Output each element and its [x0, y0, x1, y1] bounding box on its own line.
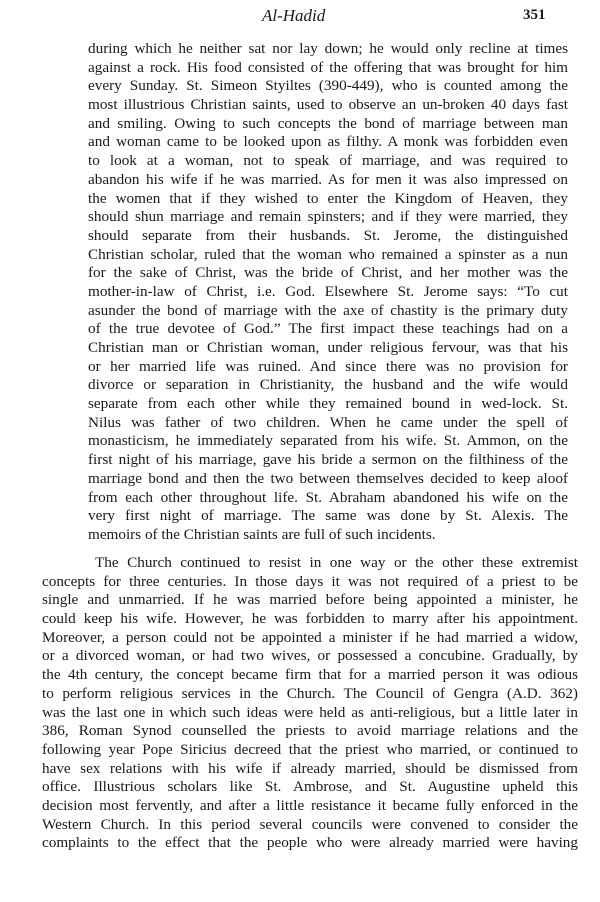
- text-line: divorce or separation in Christianity, the husband and the wife would: [88, 376, 568, 394]
- text-line: have sex relations with his wife if already married, should be dismissed from: [42, 759, 578, 777]
- text-line: to look at a woman, not to speak of marriage, and was required to: [88, 152, 568, 170]
- text-line: every Sunday. St. Simeon Styiltes (390-449), who is counted among the: [88, 77, 568, 95]
- text-line: the 4th century, the concept became firm that for a married person it was odious: [42, 666, 578, 684]
- text-line: monasticism, he immediately separated from his wife. St. Ammon, on the: [88, 432, 568, 450]
- text-line: Moreover, a person could not be appointed a minister if he had married a widow,: [42, 628, 578, 646]
- text-line: office. Illustrious scholars like St. Ambrose, and St. Augustine upheld this: [42, 778, 578, 796]
- text-line: the women that if they wished to enter the Kingdom of Heaven, they: [88, 189, 568, 207]
- text-line: and woman came to be looked upon as filthy. A monk was forbidden even: [88, 133, 568, 151]
- paragraph-1: [88, 40, 568, 545]
- text-line: of the true devotee of God.” The first impact these teachings had on a: [88, 320, 568, 338]
- text-line: abandon his wife if he was married. As for men it was also impressed on: [88, 170, 568, 188]
- text-line: Nilus was father of two children. When he came under the spell of: [88, 413, 568, 431]
- text-line: should shun marriage and remain spinsters; and if they were married, they: [88, 208, 568, 226]
- text-line: or a divorced woman, or had two wives, or possessed a concubine. Gradually, by: [42, 647, 578, 665]
- text-line: should separate from their husbands. St. Jerome, the distinguished: [88, 226, 568, 244]
- text-line: Christian man or Christian woman, under religious fervour, was that his: [88, 339, 568, 356]
- page-number: 351: [523, 7, 546, 23]
- text-line: for the sake of Christ, was the bride of Christ, and her mother was the: [88, 264, 568, 282]
- page-header: [0, 4, 600, 28]
- text-line: during which he neither sat nor lay down; he would only recline at times: [88, 40, 568, 57]
- text-line: decision most fervently, and after a little resistance it became fully enforced in the: [42, 796, 578, 814]
- text-line: following year Pope Siricius decreed that the priest who married, or continued to: [42, 740, 578, 758]
- text-line: most illustrious Christian saints, used to observe an un-broken 40 days fast: [88, 96, 568, 114]
- text-line: mother-in-law of Christ, i.e. God. Elsewhere St. Jerome says: “To cut: [88, 282, 568, 300]
- text-line: Christian scholar, ruled that the woman who remained a spinster as a nun: [88, 245, 568, 263]
- text-line: or her married life was ruined. And since there was no provision for: [88, 357, 568, 375]
- text-line: asunder the bond of marriage with the axe of chastity is the primary duty: [88, 301, 568, 319]
- text-line: complaints to the effect that the people who were already married were having: [42, 834, 578, 852]
- text-line: single and unmarried. If he was married before being appointed a minister, he: [42, 591, 578, 609]
- text-line: and smiling. Owing to such concepts the bond of marriage between man: [88, 114, 568, 132]
- text-line: could keep his wife. However, he was forbidden to marry after his appointment.: [42, 610, 578, 628]
- text-line: marriage bond and then the two between themselves decided to keep aloof: [88, 469, 568, 487]
- text-line: The Church continued to resist in one way or the other these extremist: [95, 554, 578, 571]
- text-line: first night of his marriage, gave his bride a sermon on the filthiness of the: [88, 451, 568, 469]
- text-line: to perform religious services in the Church. The Council of Gengra (A.D. 362): [42, 684, 578, 702]
- text-line: from each other throughout life. St. Abraham abandoned his wife on the: [88, 488, 568, 506]
- text-line: Western Church. In this period several councils were convened to consider the: [42, 815, 578, 833]
- text-line: 386, Roman Synod counselled the priests to avoid marriage relations and the: [42, 722, 578, 740]
- text-line: was the last one in which such ideas were held as anti-religious, but a little later in: [42, 703, 578, 721]
- text-line: very first night of marriage. The same was done by St. Alexis. The: [88, 507, 568, 525]
- running-title: Al-Hadid: [262, 6, 326, 25]
- text-line: against a rock. His food consisted of the offering that was brought for him: [88, 58, 568, 76]
- paragraph-2: [42, 554, 578, 853]
- text-line: separate from each other while they remained bound in wed-lock. St.: [88, 395, 568, 413]
- text-line: concepts for three centuries. In those days it was not required of a priest to be: [42, 572, 578, 590]
- text-line: memoirs of the Christian saints are full of such incidents.: [88, 525, 436, 543]
